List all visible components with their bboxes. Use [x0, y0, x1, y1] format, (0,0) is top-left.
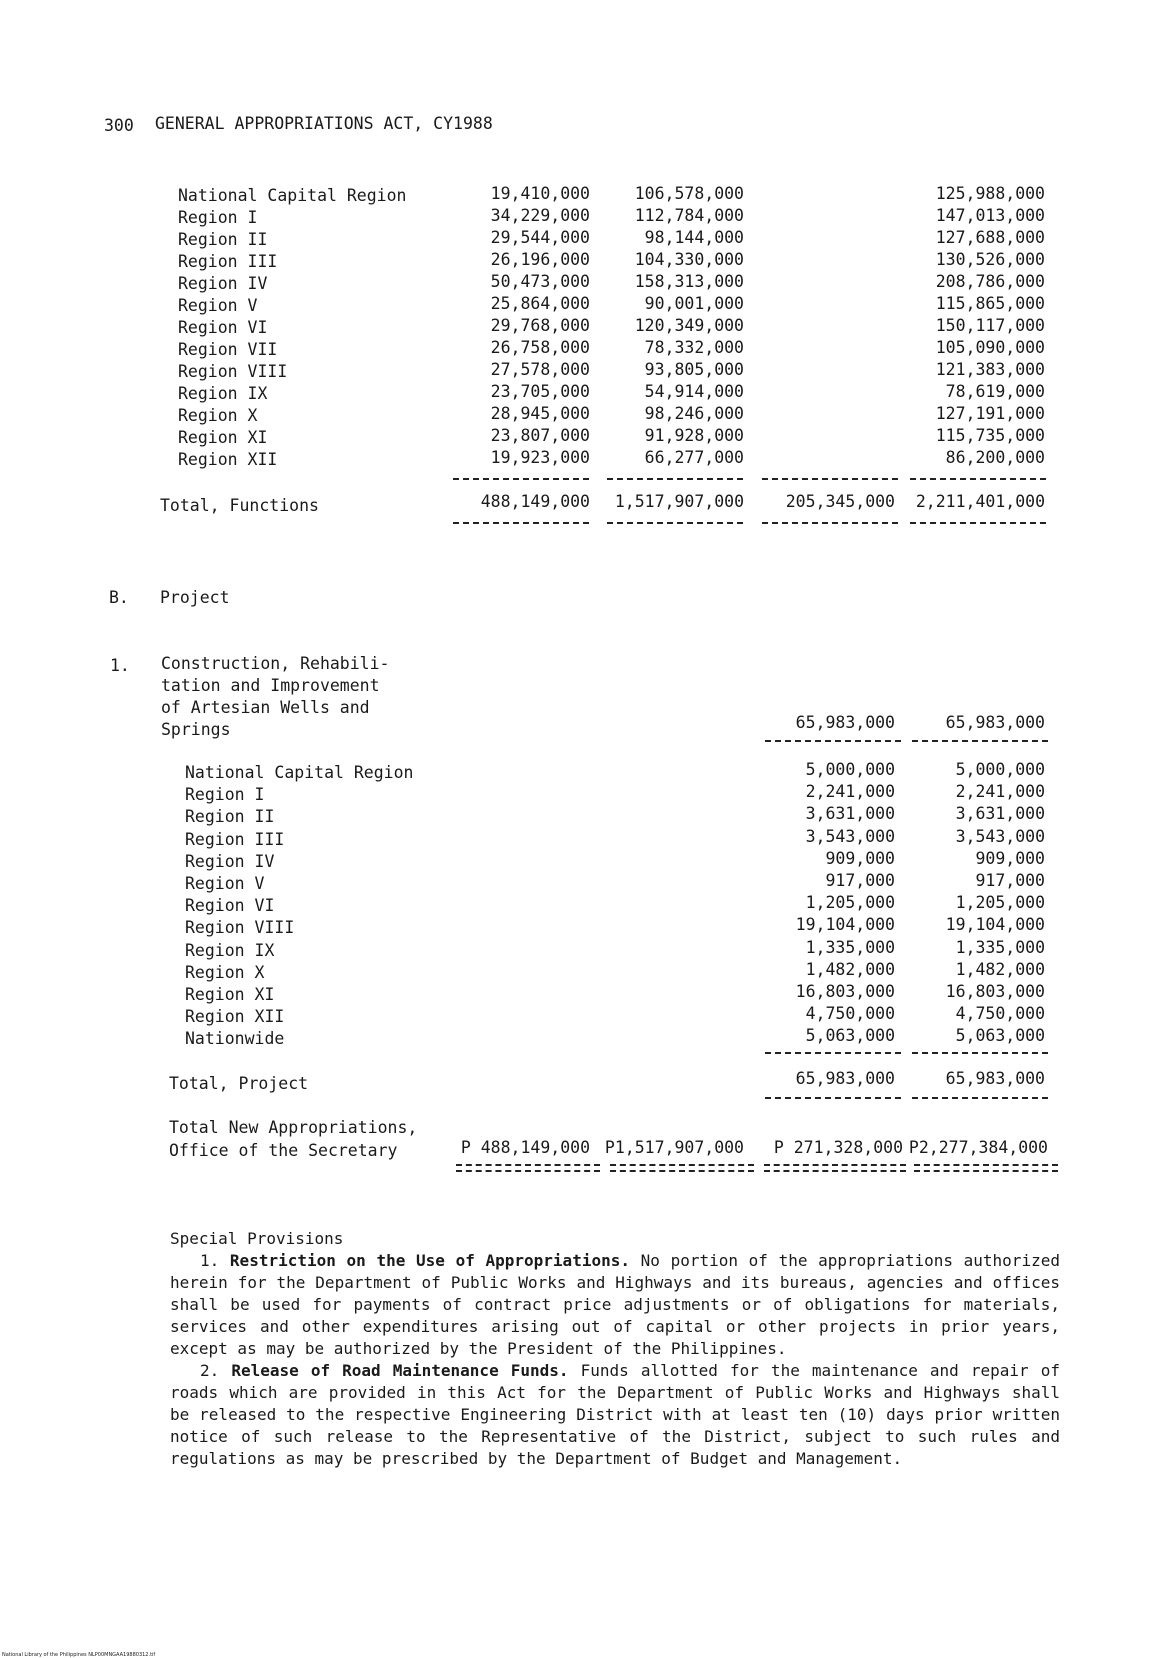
scan-footer: National Library of the Philippines NLP00MNGAA19880312.tif [2, 1652, 156, 1658]
functions-total-rule [453, 522, 589, 524]
project-row-c4: 4,750,000 [955, 1004, 1045, 1024]
functions-row-label: Region XI [178, 428, 268, 447]
project-row-c3: 2,241,000 [805, 782, 895, 802]
functions-row-label: Region II [178, 230, 268, 249]
total-new-label: Office of the Secretary [169, 1141, 398, 1160]
functions-row-c2: 158,313,000 [634, 272, 744, 291]
functions-row-c2: 66,277,000 [644, 448, 744, 467]
page-number: 300 [104, 116, 134, 135]
functions-row-c4: 86,200,000 [945, 448, 1045, 467]
functions-row-c2: 120,349,000 [634, 316, 744, 335]
project-row-c3: 909,000 [825, 848, 895, 868]
project-row-c3: 16,803,000 [795, 982, 895, 1001]
project-row-label: Region XII [185, 1007, 285, 1027]
functions-row-c1: 28,945,000 [490, 404, 590, 423]
project-subtotal-rule [765, 1052, 901, 1054]
project-row-c4: 5,000,000 [955, 760, 1045, 779]
project-row-label: Region IX [185, 940, 275, 960]
project-row-c3: 5,063,000 [805, 1026, 895, 1046]
functions-row-c1: 19,410,000 [490, 184, 590, 203]
section-letter: B. [109, 588, 129, 607]
functions-row-c4: 150,117,000 [935, 316, 1045, 335]
project-row-c4: 1,335,000 [955, 937, 1045, 957]
functions-total-rule [607, 522, 743, 524]
functions-row-c4: 125,988,000 [935, 184, 1045, 203]
project-header-rule [912, 740, 1048, 742]
project-row-label: Region XI [185, 985, 275, 1004]
functions-row-c4: 78,619,000 [945, 382, 1045, 401]
functions-row-label: Region IV [178, 274, 268, 293]
functions-row-c1: 29,768,000 [490, 316, 590, 335]
functions-row-label: Region I [178, 208, 258, 227]
project-title-line: tation and Improvement [161, 676, 380, 695]
functions-row-c2: 91,928,000 [644, 426, 744, 445]
functions-row-c4: 127,688,000 [935, 228, 1045, 247]
functions-subtotal-rule [607, 478, 743, 480]
functions-row-c1: 19,923,000 [490, 448, 590, 467]
functions-row-c2: 106,578,000 [634, 184, 744, 203]
total-new-c3: P 271,328,000 [773, 1138, 903, 1157]
project-row-c4: 3,543,000 [955, 826, 1045, 846]
functions-row-c2: 90,001,000 [644, 294, 744, 313]
project-row-c3: 1,335,000 [805, 937, 895, 957]
provision-2-title: Release of Road Maintenance Funds. [231, 1361, 569, 1380]
project-row-label: Region V [185, 874, 265, 893]
functions-row-c4: 208,786,000 [935, 272, 1045, 291]
project-row-c3: 3,543,000 [805, 826, 895, 846]
functions-total-rule [762, 522, 898, 524]
project-row-label: Nationwide [185, 1029, 285, 1049]
project-title-line: of Artesian Wells and [161, 698, 370, 717]
project-row-c4: 1,205,000 [955, 893, 1045, 913]
grand-total-double-rule [610, 1164, 754, 1172]
special-provisions-heading: Special Provisions [170, 1229, 344, 1248]
project-row-c4: 16,803,000 [945, 982, 1045, 1001]
project-row-c4: 3,631,000 [955, 804, 1045, 824]
functions-total-rule [910, 522, 1046, 524]
functions-row-c4: 105,090,000 [935, 338, 1045, 357]
total-project-c3: 65,983,000 [795, 1069, 895, 1088]
project-row-c3: 917,000 [825, 871, 895, 890]
provision-1-text: No portion of the appropriations authorized herein for the Department of Public Works and Highways and its bureaus, agencies and offices shall be used for payments of contract price adjustments or of obligations for materials, services and other expenditures arising out of capital or other projects in prior years, except as may be authorized by the President of the Philippines. [170, 1251, 1060, 1358]
functions-row-c4: 121,383,000 [935, 360, 1045, 379]
project-row-label: National Capital Region [185, 763, 414, 782]
functions-row-c4: 127,191,000 [935, 404, 1045, 423]
project-row-label: Region I [185, 785, 265, 805]
project-row-label: Region III [185, 829, 285, 849]
functions-subtotal-rule [453, 478, 589, 480]
functions-row-label: Region III [178, 252, 278, 271]
functions-row-c1: 29,544,000 [490, 228, 590, 247]
project-row-label: Region VI [185, 896, 275, 916]
total-new-c1: P 488,149,000 [460, 1138, 590, 1157]
functions-row-c4: 115,735,000 [935, 426, 1045, 445]
functions-subtotal-rule [910, 478, 1046, 480]
project-row-label: Region X [185, 962, 265, 982]
project-amount-c3: 65,983,000 [795, 713, 895, 732]
page-header-title: GENERAL APPROPRIATIONS ACT, CY1988 [155, 114, 493, 133]
total-project-c4: 65,983,000 [945, 1069, 1045, 1088]
functions-row-c4: 147,013,000 [935, 206, 1045, 225]
functions-row-c4: 115,865,000 [935, 294, 1045, 313]
total-functions-c2: 1,517,907,000 [614, 492, 744, 511]
functions-row-c1: 25,864,000 [490, 294, 590, 313]
functions-row-c2: 93,805,000 [644, 360, 744, 379]
functions-row-c2: 98,144,000 [644, 228, 744, 247]
grand-total-double-rule [764, 1164, 906, 1172]
section-title: Project [160, 588, 230, 607]
provision-1-title: Restriction on the Use of Appropriations. [229, 1251, 630, 1270]
total-functions-label: Total, Functions [160, 496, 319, 515]
provision-1 [170, 1250, 1060, 1360]
project-row-c3: 4,750,000 [805, 1004, 895, 1024]
functions-row-c1: 23,807,000 [490, 426, 590, 445]
functions-row-label: Region V [178, 296, 258, 315]
functions-row-label: Region IX [178, 384, 268, 403]
total-new-label: Total New Appropriations, [169, 1118, 418, 1137]
functions-row-c2: 54,914,000 [644, 382, 744, 401]
project-row-c3: 5,000,000 [805, 760, 895, 779]
project-row-c4: 19,104,000 [945, 915, 1045, 935]
provision-2-text: Funds allotted for the maintenance and repair of roads which are provided in this Act for the Department of Public Works and Highways shall be released to the respective Engineering District with at least ten (10) days prior written notice of such release to the Representative of the District, subject to such rules and regulations as may be prescribed by the Department of Budget and Management. [170, 1361, 1060, 1468]
total-functions-c1: 488,149,000 [480, 492, 590, 511]
functions-row-c1: 50,473,000 [490, 272, 590, 291]
project-title-line: Construction, Rehabili- [161, 654, 390, 673]
functions-row-c2: 78,332,000 [644, 338, 744, 357]
project-row-c4: 909,000 [975, 848, 1045, 868]
project-title-line: Springs [161, 720, 231, 739]
functions-row-c1: 23,705,000 [490, 382, 590, 401]
functions-row-label: Region XII [178, 450, 278, 469]
provision-2 [170, 1360, 1060, 1470]
total-new-c4: P2,277,384,000 [908, 1138, 1048, 1157]
project-row-label: Region VIII [185, 918, 295, 938]
functions-row-label: Region X [178, 406, 258, 425]
project-total-rule [765, 1097, 901, 1099]
total-project-label: Total, Project [169, 1074, 309, 1093]
project-row-label: Region IV [185, 851, 275, 871]
project-row-c4: 1,482,000 [955, 959, 1045, 979]
project-subtotal-rule [912, 1052, 1048, 1054]
grand-total-double-rule [456, 1164, 600, 1172]
project-row-c4: 917,000 [975, 871, 1045, 890]
provision-1-number: 1. [200, 1251, 220, 1270]
functions-row-c4: 130,526,000 [935, 250, 1045, 269]
provision-2-number: 2. [200, 1361, 220, 1380]
project-amount-c4: 65,983,000 [945, 713, 1045, 732]
total-new-c2: P1,517,907,000 [604, 1138, 744, 1157]
functions-row-c1: 26,196,000 [490, 250, 590, 269]
special-provisions [170, 1228, 1060, 1470]
functions-row-c1: 27,578,000 [490, 360, 590, 379]
project-row-c3: 19,104,000 [795, 915, 895, 935]
functions-row-c2: 98,246,000 [644, 404, 744, 423]
project-row-c4: 5,063,000 [955, 1026, 1045, 1046]
project-row-c4: 2,241,000 [955, 782, 1045, 802]
functions-row-label: Region VII [178, 340, 278, 359]
functions-row-c2: 112,784,000 [634, 206, 744, 225]
project-row-c3: 1,205,000 [805, 893, 895, 913]
project-row-c3: 3,631,000 [805, 804, 895, 824]
functions-row-c1: 26,758,000 [490, 338, 590, 357]
functions-row-label: National Capital Region [178, 186, 407, 205]
grand-total-double-rule [914, 1164, 1058, 1172]
functions-subtotal-rule [762, 478, 898, 480]
project-header-rule [765, 740, 901, 742]
project-number: 1. [110, 656, 130, 675]
functions-row-label: Region VIII [178, 362, 288, 381]
project-row-c3: 1,482,000 [805, 959, 895, 979]
project-total-rule [912, 1097, 1048, 1099]
functions-row-label: Region VI [178, 318, 268, 337]
functions-row-c2: 104,330,000 [634, 250, 744, 269]
total-functions-c3: 205,345,000 [785, 492, 895, 511]
total-functions-c4: 2,211,401,000 [915, 492, 1045, 511]
functions-row-c1: 34,229,000 [490, 206, 590, 225]
project-row-label: Region II [185, 807, 275, 827]
